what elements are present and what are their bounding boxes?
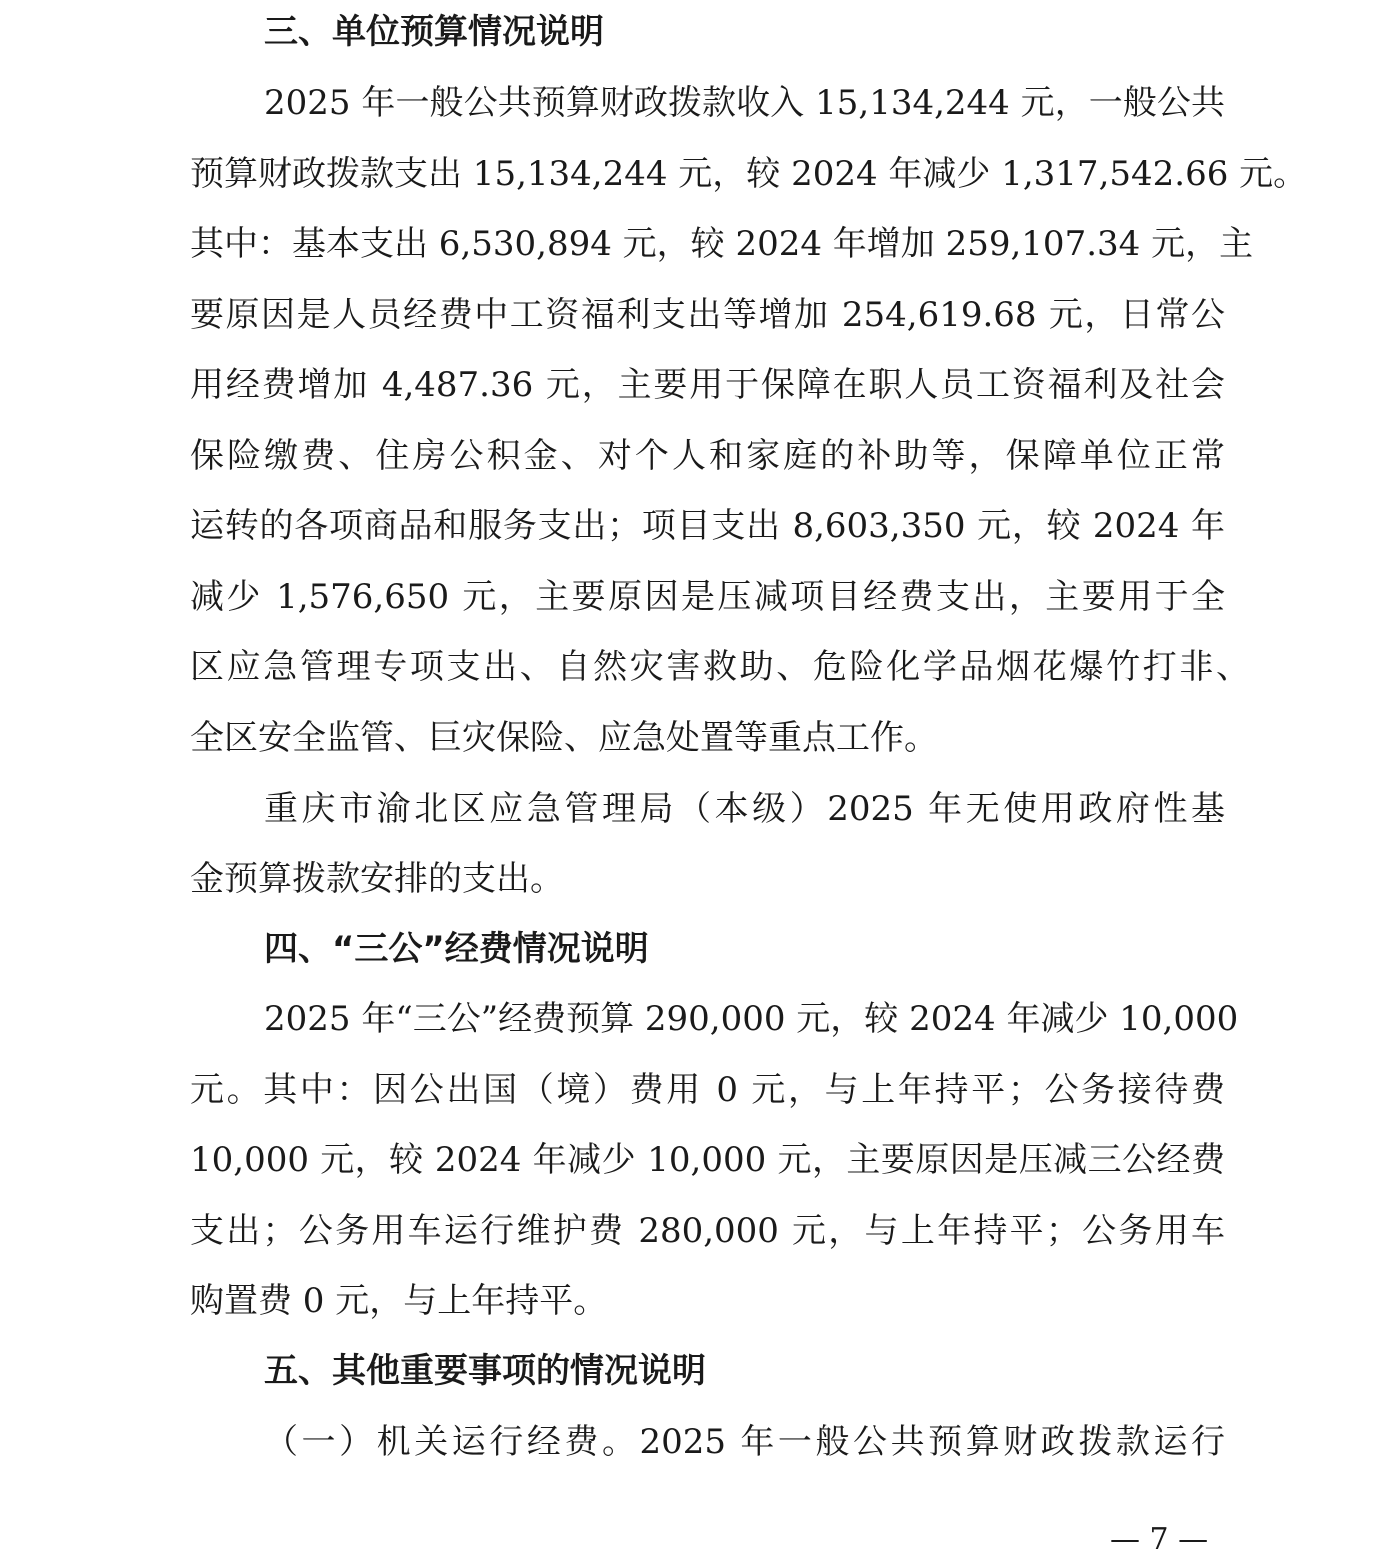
paragraph-line: 10,000 元，较 2024 年减少 10,000 元，主要原因是压减三公经费 (190, 1140, 1225, 1180)
page-number: — 7 — (1110, 1522, 1209, 1557)
paragraph-line: 保险缴费、住房公积金、对个人和家庭的补助等，保障单位正常 (190, 436, 1225, 476)
paragraph-line: 金预算拨款安排的支出。 (190, 859, 564, 899)
paragraph-line: 重庆市渝北区应急管理局（本级）2025 年无使用政府性基 (264, 789, 1225, 829)
paragraph-line: 2025 年“三公”经费预算 290,000 元，较 2024 年减少 10,000 (264, 999, 1239, 1039)
section-heading-other-matters: 五、其他重要事项的情况说明 (264, 1351, 706, 1391)
paragraph-line: 购置费 0 元，与上年持平。 (190, 1281, 608, 1321)
paragraph-line: 要原因是人员经费中工资福利支出等增加 254,619.68 元，日常公 (190, 295, 1225, 335)
paragraph-line: 区应急管理专项支出、自然灾害救助、危险化学品烟花爆竹打非、 (190, 647, 1250, 687)
paragraph-line: 减少 1,576,650 元，主要原因是压减项目经费支出，主要用于全 (190, 577, 1225, 617)
paragraph-line: 全区安全监管、巨灾保险、应急处置等重点工作。 (190, 718, 938, 758)
paragraph-line: （一）机关运行经费。2025 年一般公共预算财政拨款运行 (264, 1422, 1225, 1462)
paragraph-line: 支出；公务用车运行维护费 280,000 元，与上年持平；公务用车 (190, 1211, 1225, 1251)
paragraph-line: 2025 年一般公共预算财政拨款收入 15,134,244 元，一般公共 (264, 83, 1225, 123)
paragraph-line: 运转的各项商品和服务支出；项目支出 8,603,350 元，较 2024 年 (190, 506, 1225, 546)
paragraph-line: 元。其中：因公出国（境）费用 0 元，与上年持平；公务接待费 (190, 1070, 1225, 1110)
paragraph-line: 用经费增加 4,487.36 元，主要用于保障在职人员工资福利及社会 (190, 365, 1225, 405)
paragraph-line: 其中：基本支出 6,530,894 元，较 2024 年增加 259,107.34 元，主 (190, 224, 1254, 264)
section-heading-budget: 三、单位预算情况说明 (264, 12, 604, 52)
section-heading-three-public: 四、“三公”经费情况说明 (264, 929, 649, 969)
paragraph-line: 预算财政拨款支出 15,134,244 元，较 2024 年减少 1,317,542.66 元。 (190, 154, 1308, 194)
